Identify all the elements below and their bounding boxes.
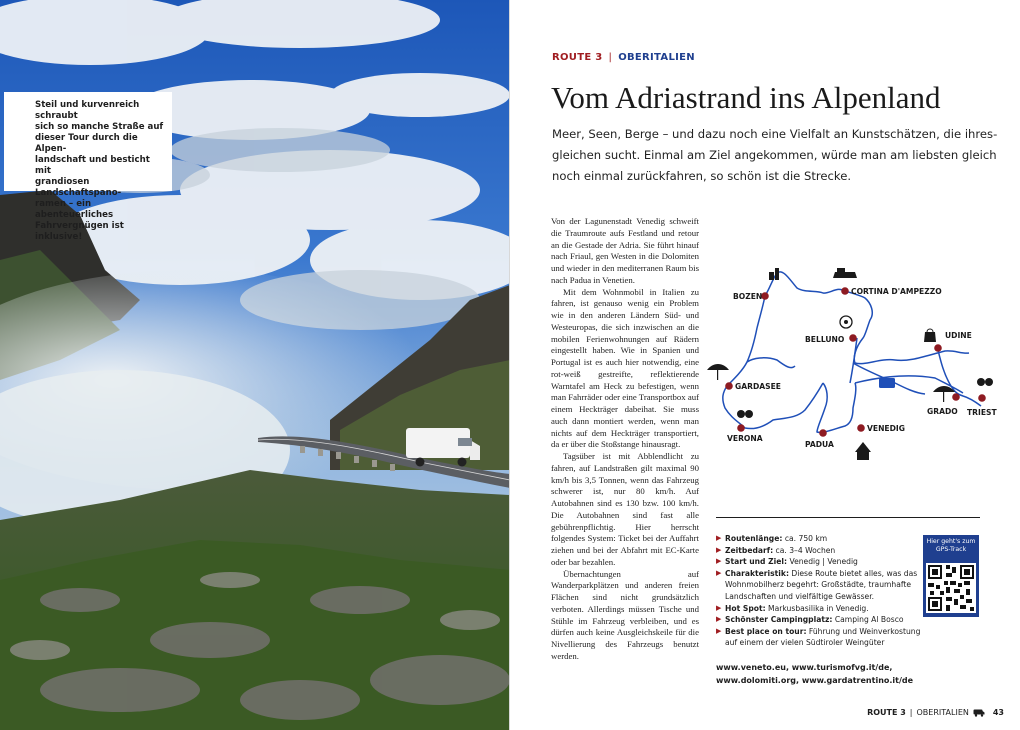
lead-line: gleichen sucht. Einmal am Ziel angekommen, würde man am liebsten gleich — [552, 148, 997, 162]
caption-line: ramen – ein abenteuerliches — [35, 199, 114, 220]
bullet-arrow-icon: ▶ — [716, 603, 722, 612]
city-label-grado: GRADO — [927, 407, 958, 416]
fact-text: Führung und Weinverkostung auf einem der vielen Südtiroler Weingüter — [725, 626, 921, 648]
fact-label: Start und Ziel: — [725, 557, 788, 567]
fact-label: Zeitbedarf: — [725, 545, 774, 555]
city-label-udine: UDINE — [945, 331, 972, 340]
city-label-verona: VERONA — [727, 434, 763, 443]
kicker-route: ROUTE 3 — [552, 52, 603, 63]
body-paragraph: Von der Lagunenstadt Venedig schweift die Traumroute aufs Festland und retour an die Gestade der Adria. Sie führt hinauf nach Friaul, gen Westen in die Dolomiten und wieder in den mediterranen Raum bis nach Padua in Venetien. — [551, 216, 699, 285]
fact-label: Charakteristik: — [725, 568, 789, 578]
fact-item — [716, 614, 921, 626]
article-headline: Vom Adriastrand ins Alpenland — [551, 80, 941, 115]
fact-item — [716, 545, 921, 557]
body-paragraph: Übernachtungen auf Wanderparkplätzen und anderen freien Flächen sind nicht grundsätzlich verboten. Allerdings müssen Tische und Stühle im Fahrzeug verbleiben, und es dürfen auch keine Ausgleichskeile für die Nivellierung des Fahrzeugs benutzt werden. — [551, 568, 699, 661]
lead-line: Meer, Seen, Berge – und dazu noch eine Vielfalt an Kunstschätzen, die ihres- — [552, 127, 998, 141]
bullet-arrow-icon: ▶ — [716, 568, 722, 577]
footer-route: ROUTE 3 — [867, 708, 906, 717]
camper-icon — [973, 709, 985, 717]
fact-item — [716, 603, 921, 615]
fact-label: Routenlänge: — [725, 534, 783, 543]
page-footer — [867, 708, 1004, 717]
qr-code-icon[interactable] — [926, 563, 976, 613]
fact-text: Camping Al Bosco — [832, 615, 904, 625]
city-label-cortina: CORTINA D'AMPEZZO — [851, 287, 942, 296]
web-links — [716, 661, 913, 687]
fact-text: Markusbasilika in Venedig. — [765, 603, 869, 613]
city-label-venedig: VENEDIG — [867, 424, 905, 433]
caption-line: Fahrvergnügen ist inklusive! — [35, 221, 124, 242]
fact-text: ca. 750 km — [782, 534, 828, 543]
bullet-arrow-icon: ▶ — [716, 557, 722, 566]
fact-text: Diese Route bietet alles, was das Wohnmobilherz begehrt: Großstädte, traumhafte Landschaften und vielfältige Gewässer. — [725, 568, 918, 601]
body-paragraph: Tagsüber ist mit Abblendlicht zu fahren, auf Landstraßen gilt maximal 90 km/h bis 3,5 Tonnen, wenn das Fahrzeug schwerer ist, nur 80 km/h. Auf Autobahnen sind es 130 bzw. 100 km/h. Die Autobahnen sind fast alle gebührenpflichtig. Hier herrscht folgendes System: Ticket bei der Auffahrt ziehen und bei der Abfahrt mit EC-Karte oder bar bezahlen. — [551, 451, 699, 567]
footer-separator: | — [909, 708, 913, 717]
fact-item — [716, 556, 921, 568]
kicker-region: OBERITALIEN — [618, 52, 695, 63]
fact-label: Hot Spot: — [725, 603, 766, 613]
photo-caption — [4, 92, 172, 242]
text-page — [510, 0, 1020, 730]
section-kicker — [552, 52, 695, 63]
caption-line: Steil und kurvenreich schraubt — [35, 100, 140, 121]
gps-track-label: Hier geht's zum GPS-Track — [926, 538, 976, 553]
fact-item — [716, 568, 921, 603]
bullet-arrow-icon: ▶ — [716, 626, 722, 635]
bullet-arrow-icon: ▶ — [716, 615, 722, 624]
caption-line: grandiosen Landschaftspano- — [35, 177, 122, 198]
fact-label: Schönster Campingplatz: — [725, 615, 833, 625]
gps-track-box[interactable] — [923, 535, 979, 617]
page-number: 43 — [992, 708, 1004, 717]
lead-line: noch einmal zurückfahren, so schön ist die Strecke. — [552, 169, 852, 183]
info-divider — [716, 517, 980, 518]
web-link-line[interactable]: www.dolomiti.org, www.gardatrentino.it/de — [716, 676, 914, 685]
bullet-arrow-icon: ▶ — [716, 545, 722, 554]
web-link-line[interactable]: www.veneto.eu, www.turismofvg.it/de, — [716, 663, 893, 672]
city-label-bozen: BOZEN — [733, 292, 763, 301]
body-paragraph: Mit dem Wohnmobil in Italien zu fahren, ist genauso wenig ein Problem wie in den anderen Ländern Süd- und Westeuropas, die sich inzwischen an die mobilen Ferienwohnungen auf Rädern eingestellt haben. Wie in Spanien und Portugal ist es auch hier notwendig, eine rot-weiß gestreifte, reflektierende Warntafel am Heck zu befestigen, wenn man Fahrräder oder eine Transportbox auf einem Heckträger dabeihat. Sie muss auch dann montiert werden, wenn man nichts auf dem Heckträger transportiert, da er über die Stoßstange hinausragt. — [551, 286, 699, 450]
caption-line: sich so manche Straße auf — [35, 122, 164, 132]
city-label-gardasee: GARDASEE — [735, 382, 781, 391]
caption-line: dieser Tour durch die Alpen- — [35, 133, 138, 154]
footer-region: OBERITALIEN — [916, 708, 969, 717]
city-label-padua: PADUA — [805, 440, 834, 449]
fact-item — [716, 533, 921, 545]
city-label-triest: TRIEST — [967, 408, 997, 417]
bullet-arrow-icon: ▶ — [716, 534, 722, 542]
kicker-separator: | — [608, 52, 613, 63]
city-label-belluno: BELLUNO — [805, 335, 845, 344]
fact-item — [716, 626, 921, 649]
fact-text: ca. 3–4 Wochen — [773, 545, 836, 555]
fact-label: Best place on tour: — [725, 626, 807, 636]
caption-line: landschaft und besticht mit — [35, 155, 150, 176]
route-map — [705, 258, 1005, 468]
fact-box — [716, 533, 921, 649]
body-text-column — [551, 216, 699, 663]
fact-text: Venedig | Venedig — [787, 557, 858, 567]
lead-paragraph — [552, 124, 998, 187]
